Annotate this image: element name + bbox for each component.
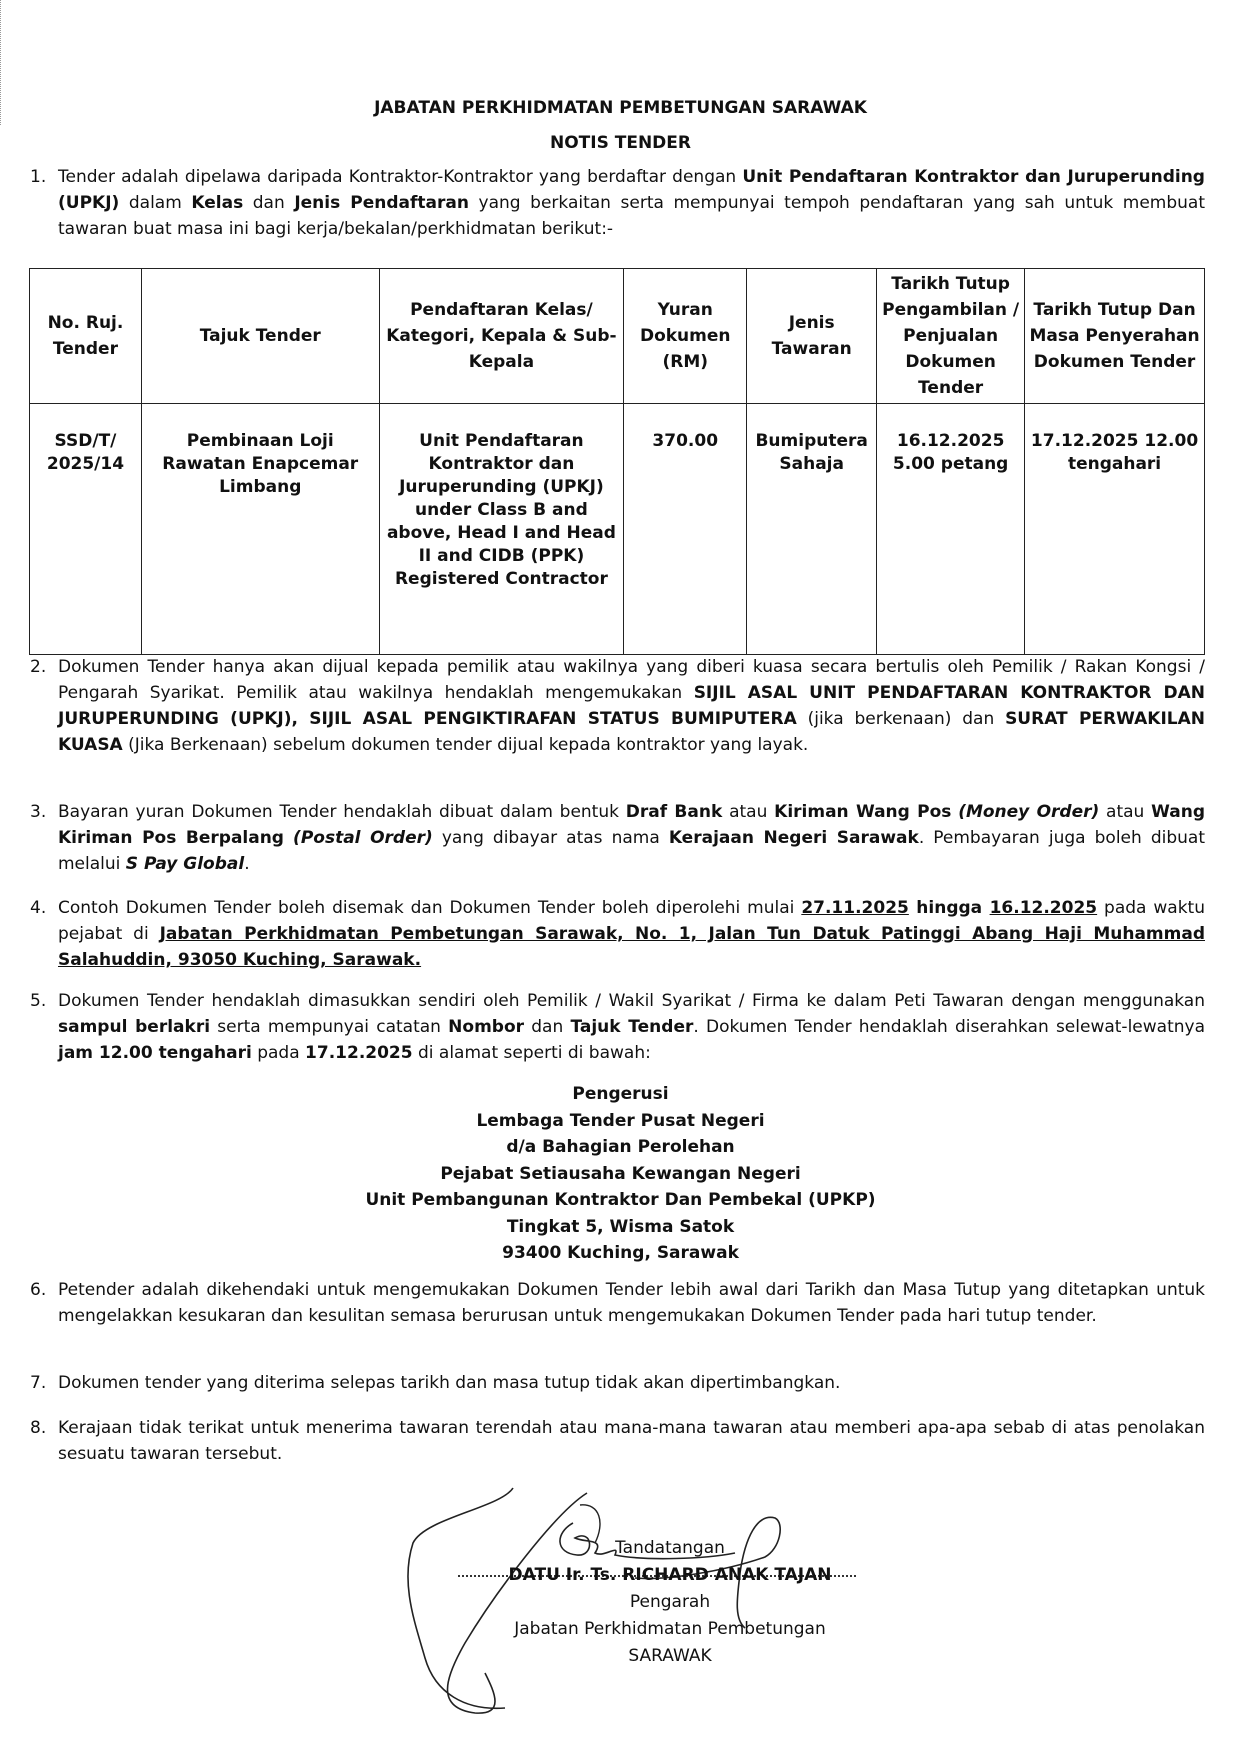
page-title: NOTIS TENDER xyxy=(549,133,691,153)
document-sale-paragraph: Dokumen Tender hanya akan dijual kepada pemilik atau wakilnya yang diberi kuasa secara bertulis oleh Pemilik / Rakan Kongsi / Pengarah Syarikat. Pemilik atau wakilnya hendaklah mengemukakan SIJIL ASAL UNIT PENDAFTARAN KONTRAKTOR DAN JURUPERUNDING (UPKJ), SIJIL ASAL PENGIKTIRAFAN STATUS BUMIPUTERA (jika berkenaan) dan SURAT PERWAKILAN KUASA (Jika Berkenaan) sebelum dokumen tender dijual kepada kontraktor yang layak. xyxy=(58,657,1205,755)
para-number: 4. xyxy=(30,898,47,918)
para-number: 1. xyxy=(30,167,47,187)
col-header-title: Tajuk Tender xyxy=(141,269,379,404)
para-number: 7. xyxy=(30,1373,47,1393)
cell-ref: SSD/T/ 2025/14 xyxy=(30,404,142,655)
cell-title: Pembinaan Loji Rawatan Enapcemar Limbang xyxy=(141,404,379,655)
signatory-name: DATU Ir. Ts. RICHARD ANAK TAJAN xyxy=(508,1565,832,1585)
department-heading: JABATAN PERKHIDMATAN PEMBETUNGAN SARAWAK xyxy=(374,98,867,118)
para-number: 3. xyxy=(30,802,47,822)
address-line: Tingkat 5, Wisma Satok xyxy=(506,1216,735,1237)
col-header-submit-close: Tarikh Tutup Dan Masa Penyerahan Dokumen Tender xyxy=(1025,269,1205,404)
disclaimer-paragraph: Kerajaan tidak terikat untuk menerima tawaran terendah atau mana-mana tawaran atau memberi apa-apa sebab di atas penolakan sesuatu tawaran tersebut. xyxy=(58,1418,1205,1464)
signature-block xyxy=(400,1535,940,1670)
signatory-department: Jabatan Perkhidmatan Pembetungan xyxy=(514,1619,826,1639)
intro-paragraph: Tender adalah dipelawa daripada Kontraktor-Kontraktor yang berdaftar dengan Unit Pendaftaran Kontraktor dan Juruperunding (UPKJ) dalam Kelas dan Jenis Pendaftaran yang berkaitan serta mempunyai tempoh pendaftaran yang sah untuk membuat tawaran buat masa ini bagi kerja/bekalan/perkhidmatan berikut:- xyxy=(58,167,1205,239)
para-number: 2. xyxy=(30,657,47,677)
early-submission-paragraph: Petender adalah dikehendaki untuk mengemukakan Dokumen Tender lebih awal dari Tarikh dan Masa Tutup yang ditetapkan untuk mengelakkan kesukaran dan kesulitan semasa berurusan untuk mengemukakan Dokumen Tender pada hari tutup tender. xyxy=(58,1280,1205,1326)
cell-submit-close: 17.12.2025 12.00 tengahari xyxy=(1025,404,1205,655)
address-line: Pengerusi xyxy=(572,1084,669,1104)
para-number: 8. xyxy=(30,1418,47,1438)
col-header-ref: No. Ruj. Tender xyxy=(30,269,142,404)
submission-address xyxy=(0,1081,1241,1267)
para-number: 6. xyxy=(30,1280,47,1300)
address-line: 93400 Kuching, Sarawak xyxy=(502,1243,739,1263)
signatory-position: Pengarah xyxy=(629,1592,711,1612)
late-submission-paragraph: Dokumen tender yang diterima selepas tarikh dan masa tutup tidak akan dipertimbangkan. xyxy=(58,1373,841,1393)
col-header-type: Jenis Tawaran xyxy=(747,269,877,404)
col-header-sale-close: Tarikh Tutup Pengambilan / Penjualan Dokumen Tender xyxy=(877,269,1025,404)
cell-sale-close: 16.12.2025 5.00 petang xyxy=(877,404,1025,655)
col-header-registration: Pendaftaran Kelas/ Kategori, Kepala & Sub- Kepala xyxy=(379,269,624,404)
signatory-state: SARAWAK xyxy=(628,1646,712,1666)
cell-type: Bumiputera Sahaja xyxy=(747,404,877,655)
inspection-paragraph: Contoh Dokumen Tender boleh disemak dan Dokumen Tender boleh diperolehi mulai 27.11.2025 hingga 16.12.2025 pada waktu pejabat di Jabatan Perkhidmatan Pembetungan Sarawak, No. 1, Jalan Tun Datuk Patinggi Abang Haji Muhammad Salahuddin, 93050 Kuching, Sarawak. xyxy=(58,898,1205,970)
tender-table xyxy=(29,268,1205,655)
table-row xyxy=(30,404,1205,655)
table-header-row xyxy=(30,269,1205,404)
cell-fee: 370.00 xyxy=(624,404,747,655)
address-line: Lembaga Tender Pusat Negeri xyxy=(476,1110,765,1131)
para-number: 5. xyxy=(30,991,47,1011)
cell-registration: Unit Pendaftaran Kontraktor dan Juruperunding (UPKJ) under Class B and above, Head I and Head II and CIDB (PPK) Registered Contractor xyxy=(379,404,624,655)
address-line: d/a Bahagian Perolehan xyxy=(506,1137,735,1157)
address-line: Unit Pembangunan Kontraktor Dan Pembekal (UPKP) xyxy=(365,1190,876,1210)
address-line: Pejabat Setiausaha Kewangan Negeri xyxy=(440,1163,801,1184)
payment-paragraph: Bayaran yuran Dokumen Tender hendaklah dibuat dalam bentuk Draf Bank atau Kiriman Wang Pos (Money Order) atau Wang Kiriman Pos Berpalang (Postal Order) yang dibayar atas nama Kerajaan Negeri Sarawak. Pembayaran juga boleh dibuat melalui S Pay Global. xyxy=(58,802,1206,874)
signature-label: Tandatangan xyxy=(615,1538,725,1558)
submission-paragraph: Dokumen Tender hendaklah dimasukkan sendiri oleh Pemilik / Wakil Syarikat / Firma ke dalam Peti Tawaran dengan menggunakan sampul berlakri serta mempunyai catatan Nombor dan Tajuk Tender. Dokumen Tender hendaklah diserahkan selewat-lewatnya jam 12.00 tengahari pada 17.12.2025 di alamat seperti di bawah: xyxy=(58,991,1205,1063)
col-header-fee: Yuran Dokumen (RM) xyxy=(624,269,747,404)
